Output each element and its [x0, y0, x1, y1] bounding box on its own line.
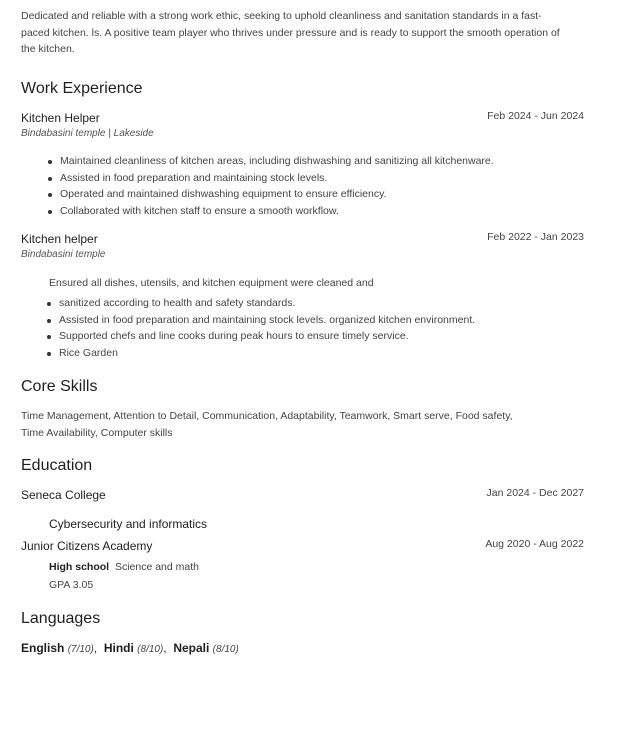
bullet-text: Supported chefs and line cooks during peak hours to ensure timely service. — [59, 330, 409, 342]
school-name: Seneca College — [21, 488, 106, 502]
education-heading: Education — [21, 457, 93, 474]
bullet-icon — [48, 177, 52, 181]
language-level: (8/10) — [137, 644, 164, 655]
field-of-study: Science and math — [114, 561, 199, 573]
bullet-text: Assisted in food preparation and maintaining stock levels. organized kitchen environment. — [59, 313, 476, 326]
bullet-icon — [47, 352, 51, 356]
core-skills-heading: Core Skills — [21, 378, 98, 395]
bullet-text: Operated and maintained dishwashing equipment to ensure efficiency. — [60, 188, 387, 200]
degree-line — [49, 561, 199, 573]
skills-text — [21, 408, 581, 441]
list-item — [47, 295, 475, 312]
list-item — [48, 153, 494, 170]
list-item — [47, 312, 475, 329]
summary — [21, 8, 581, 58]
languages-list: English (7/10), Hindi (8/10), Nepali (8/10) — [21, 641, 239, 655]
languages-heading: Languages — [21, 610, 101, 627]
field-of-study: Cybersecurity and informatics — [49, 517, 208, 531]
education-dates: Jan 2024 - Dec 2027 — [486, 487, 584, 499]
summary-line: paced kitchen. ls. A positive team player who thrives under pressure and is ready to support the smooth operation of — [21, 26, 560, 39]
skills-line: Time Availability, Computer skills — [21, 426, 173, 439]
list-item — [47, 345, 475, 362]
bullet-text: sanitized according to health and safety standards. — [59, 297, 296, 309]
job-role: Kitchen Helper — [21, 111, 100, 125]
job-org: Bindabasini temple | Lakeside — [21, 128, 154, 139]
language-name: Nepali — [173, 641, 210, 655]
language-level: (8/10) — [212, 644, 239, 655]
job-dates: Feb 2022 - Jan 2023 — [487, 231, 584, 243]
summary-line: the kitchen. — [21, 43, 75, 55]
list-item — [48, 170, 494, 187]
bullet-icon — [47, 302, 51, 306]
job-bullets — [48, 153, 494, 219]
job-intro: Ensured all dishes, utensils, and kitchen equipment were cleaned and — [49, 277, 374, 289]
education-dates: Aug 2020 - Aug 2022 — [485, 538, 584, 550]
gpa: GPA 3.05 — [49, 579, 94, 591]
list-item — [48, 186, 494, 203]
school-name: Junior Citizens Academy — [21, 539, 153, 553]
bullet-icon — [47, 335, 51, 339]
bullet-icon — [48, 210, 52, 214]
summary-line: Dedicated and reliable with a strong work ethic, seeking to uphold cleanliness and sanitation standards in a fast- — [21, 10, 542, 22]
bullet-icon — [48, 160, 52, 164]
list-item — [47, 328, 475, 345]
degree: High school — [49, 561, 110, 573]
work-experience-heading: Work Experience — [21, 80, 143, 97]
job-org: Bindabasini temple — [21, 249, 106, 260]
bullet-text: Rice Garden — [59, 346, 118, 359]
language-name: Hindi — [103, 641, 134, 655]
language-level: (7/10) — [67, 644, 94, 655]
list-item — [48, 203, 494, 220]
skills-line: Time Management, Attention to Detail, Communication, Adaptability, Teamwork, Smart serve, Food safety, — [21, 410, 513, 422]
bullet-icon — [48, 193, 52, 197]
bullet-icon — [47, 319, 51, 323]
bullet-text: Assisted in food preparation and maintaining stock levels. — [60, 171, 328, 184]
job-role: Kitchen helper — [21, 232, 98, 246]
bullet-text: Maintained cleanliness of kitchen areas, including dishwashing and sanitizing all kitchenware. — [60, 155, 494, 167]
bullet-text: Collaborated with kitchen staff to ensure a smooth workflow. — [60, 204, 339, 217]
language-name: English — [21, 641, 65, 655]
job-dates: Feb 2024 - Jun 2024 — [487, 110, 584, 122]
job-bullets — [47, 295, 475, 361]
